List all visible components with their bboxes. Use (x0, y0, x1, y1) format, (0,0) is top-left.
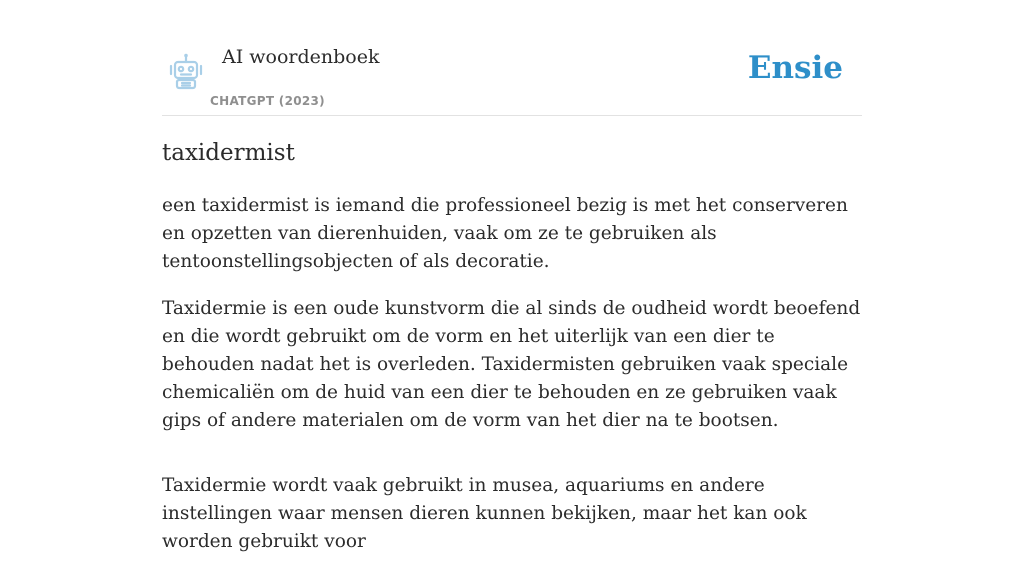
entry-header (162, 40, 862, 116)
definition-paragraph: een taxidermist is iemand die professioneel bezig is met het conserveren en opzetten van dierenhuiden, vaak om ze te gebruiken als tentoonstellingsobjecten of als decoratie. (162, 195, 848, 272)
robot-icon (166, 52, 206, 92)
entry-term: taxidermist (162, 140, 295, 166)
source-subtitle: CHATGPT (2023) (210, 94, 325, 108)
source-title[interactable]: AI woordenboek (222, 46, 380, 68)
body-paragraph: Taxidermie is een oude kunstvorm die al sinds de oudheid wordt beoefend en die wordt gebruikt om de vorm en het uiterlijk van een dier te behouden nadat het is overleden. Taxidermisten gebruiken vaak speciale chemicaliën om de huid van een dier te behouden en ze gebruiken vaak gips of andere materialen om de vorm van het dier na te bootsen. (162, 298, 861, 431)
body-paragraph: Taxidermie wordt vaak gebruikt in musea, aquariums en andere instellingen waar mensen dieren kunnen bekijken, maar het kan ook worden gebruikt voor (162, 475, 807, 552)
entry-content (162, 192, 862, 575)
brand-logo[interactable]: Ensie (747, 50, 843, 86)
